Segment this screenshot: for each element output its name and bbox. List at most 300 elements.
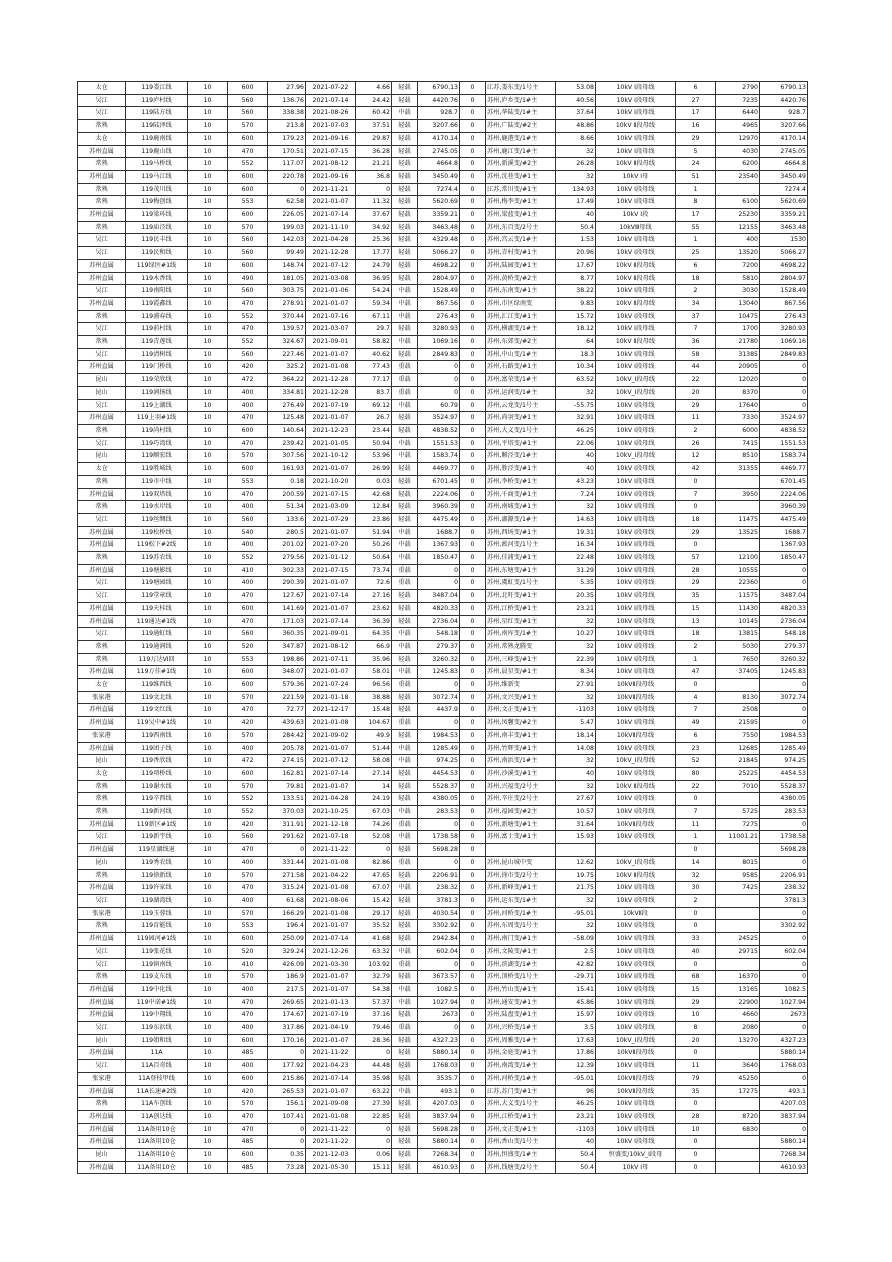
bus-section-cell: 10kV Ⅰ段母线 [596,463,676,476]
capacity-cell: 6830 [716,1123,760,1136]
voltage-cell: 10 [188,653,228,666]
capacity-cell: 12155 [716,221,760,234]
trans-spare-cell: 32 [556,145,596,158]
max-current-cell: 347.87 [268,640,306,653]
area-cell: 苏州直属 [78,1085,126,1098]
max-date-cell: 2021-04-22 [306,869,356,882]
area-cell: 常熟 [78,196,126,209]
voltage-cell: 10 [188,374,228,387]
open-capacity-cell: 0 [760,818,808,831]
area-cell: 昆山 [78,856,126,869]
flag-cell: 0 [460,412,486,425]
max-date-cell: 2021-07-22 [306,82,356,95]
area-cell: 苏州直属 [78,297,126,310]
bus-section-cell: 10kV Ⅰ段母线 [596,590,676,603]
area-cell: 吴江 [78,247,126,260]
table-row [78,1123,808,1136]
open-capacity-cell: 0 [760,386,808,399]
open-capacity-cell: 1551.53 [760,437,808,450]
spare-capacity-cell: 5880.14 [418,1047,460,1060]
bus-section-cell: 10kV Ⅰ段母线 [596,552,676,565]
rated-current-cell: 570 [228,869,268,882]
max-date-cell: 2021-10-12 [306,450,356,463]
line-name-cell: 119团子线 [126,742,188,755]
spare-capacity-cell: 3535.7 [418,1072,460,1085]
load-rate-cell: 54.38 [356,983,392,996]
max-date-cell: 2021-01-08 [306,1110,356,1123]
max-current-cell: 0 [268,1047,306,1060]
flag-cell: 0 [460,996,486,1009]
max-date-cell: 2021-07-16 [306,310,356,323]
substation-cell [486,844,556,857]
rated-current-cell: 600 [228,1149,268,1162]
rated-current-cell: 400 [228,399,268,412]
open-capacity-cell: 0 [760,856,808,869]
voltage-cell: 10 [188,780,228,793]
load-level-cell: 轻载 [392,844,418,857]
user-count-cell: 29 [676,399,716,412]
load-level-cell: 轻载 [392,704,418,717]
load-rate-cell: 27.39 [356,1098,392,1111]
capacity-cell [716,679,760,692]
user-count-cell: 0 [676,1161,716,1174]
table-row [78,920,808,933]
load-rate-cell: 14 [356,780,392,793]
substation-cell: 苏州,南库变/1#主 [486,628,556,641]
max-date-cell: 2021-07-19 [306,399,356,412]
user-count-cell: 28 [676,1110,716,1123]
max-current-cell: 217.5 [268,983,306,996]
load-rate-cell: 73.74 [356,564,392,577]
voltage-cell: 10 [188,132,228,145]
voltage-cell: 10 [188,196,228,209]
load-rate-cell: 57.37 [356,996,392,1009]
substation-cell: 苏州,通安变/#1主 [486,996,556,1009]
user-count-cell: 0 [676,844,716,857]
line-name-cell: 11A [126,1047,188,1060]
trans-spare-cell: 32.91 [556,412,596,425]
capacity-cell: 11430 [716,602,760,615]
area-cell: 吴江 [78,399,126,412]
rated-current-cell: 600 [228,463,268,476]
user-count-cell: 16 [676,120,716,133]
open-capacity-cell: 276.43 [760,310,808,323]
max-current-cell: 360.35 [268,628,306,641]
max-current-cell: 133.6 [268,513,306,526]
trans-spare-cell: 17.49 [556,196,596,209]
bus-section-cell: 10kV Ⅰ段母线 [596,640,676,653]
table-row [78,259,808,272]
voltage-cell: 10 [188,107,228,120]
table-row [78,1161,808,1174]
spare-capacity-cell: 4698.22 [418,259,460,272]
substation-cell: 苏州,黄桥变/#2主 [486,272,556,285]
flag-cell: 0 [460,615,486,628]
capacity-cell [716,475,760,488]
max-date-cell: 2021-01-08 [306,717,356,730]
load-level-cell: 中载 [392,666,418,679]
flag-cell: 0 [460,1123,486,1136]
substation-cell: 苏州,凤馨变/#2主 [486,717,556,730]
spare-capacity-cell: 0 [418,818,460,831]
max-current-cell: 315.24 [268,882,306,895]
trans-spare-cell: 40 [556,463,596,476]
bus-section-cell: 10kV Ⅰ段母线 [596,424,676,437]
table-row [78,247,808,260]
bus-section-cell: 10kV Ⅰ段母线 [596,996,676,1009]
line-name-cell: 119维西线 [126,679,188,692]
bus-section-cell: 10kV Ⅰ段母线 [596,742,676,755]
voltage-cell: 10 [188,577,228,590]
max-current-cell: 227.46 [268,348,306,361]
trans-spare-cell: 18.3 [556,348,596,361]
max-current-cell: 51.34 [268,501,306,514]
open-capacity-cell: 2673 [760,1009,808,1022]
max-date-cell: 2021-01-08 [306,882,356,895]
max-date-cell: 2021-07-14 [306,590,356,603]
area-cell: 常熟 [78,501,126,514]
spare-capacity-cell: 1551.53 [418,437,460,450]
rated-current-cell: 470 [228,488,268,501]
line-name-cell: 119顺宏线 [126,450,188,463]
line-name-cell: 119娄江线 [126,82,188,95]
load-level-cell: 轻载 [392,615,418,628]
load-rate-cell: 28.36 [356,1034,392,1047]
max-date-cell: 2021-04-28 [306,234,356,247]
max-current-cell: 579.36 [268,679,306,692]
voltage-cell: 10 [188,640,228,653]
capacity-cell: 7650 [716,653,760,666]
spare-capacity-cell: 1245.83 [418,666,460,679]
load-level-cell: 中载 [392,310,418,323]
spare-capacity-cell: 279.37 [418,640,460,653]
table-row [78,933,808,946]
max-date-cell: 2021-07-24 [306,679,356,692]
user-count-cell: 29 [676,526,716,539]
trans-spare-cell: 40 [556,450,596,463]
bus-section-cell: 10kV Ⅰ段母线 [596,971,676,984]
bus-section-cell: 10kV Ⅰ段母线 [596,1009,676,1022]
load-rate-cell: 29.7 [356,323,392,336]
rated-current-cell: 420 [228,818,268,831]
trans-spare-cell: 8.34 [556,666,596,679]
flag-cell: 0 [460,1047,486,1060]
line-name-cell: 119上湖线 [126,399,188,412]
table-row [78,945,808,958]
user-count-cell: 33 [676,933,716,946]
capacity-cell: 11475 [716,513,760,526]
voltage-cell: 10 [188,666,228,679]
table-row [78,1136,808,1149]
voltage-cell: 10 [188,933,228,946]
bus-section-cell: 10kV Ⅰ段母线 [596,183,676,196]
voltage-cell: 10 [188,424,228,437]
bus-section-cell: 10kVⅡ段母线 [596,691,676,704]
flag-cell: 0 [460,1136,486,1149]
open-capacity-cell: 4698.22 [760,259,808,272]
table-row [78,844,808,857]
voltage-cell: 10 [188,729,228,742]
load-level-cell: 重载 [392,958,418,971]
spare-capacity-cell: 4420.76 [418,94,460,107]
flag-cell: 0 [460,920,486,933]
substation-cell: 苏州,恒盛变/1#主 [486,1149,556,1162]
bus-section-cell: 10kV Ⅰ段母线 [596,412,676,425]
area-cell: 昆山 [78,450,126,463]
substation-cell: 苏州,星红变/#1主 [486,615,556,628]
voltage-cell: 10 [188,1136,228,1149]
load-rate-cell: 50.94 [356,437,392,450]
table-row [78,526,808,539]
rated-current-cell: 560 [228,234,268,247]
open-capacity-cell: 1850.47 [760,552,808,565]
rated-current-cell: 570 [228,780,268,793]
voltage-cell: 10 [188,386,228,399]
capacity-cell: 17275 [716,1085,760,1098]
open-capacity-cell: 0 [760,374,808,387]
flag-cell: 0 [460,945,486,958]
table-row [78,653,808,666]
open-capacity-cell: 7274.4 [760,183,808,196]
table-row [78,386,808,399]
user-count-cell: 40 [676,945,716,958]
area-cell: 吴江 [78,94,126,107]
capacity-cell: 1700 [716,323,760,336]
rated-current-cell: 400 [228,1060,268,1073]
bus-section-cell: 10kV Ⅰ段母线 [596,704,676,717]
substation-cell: 苏州,文正变/#1主 [486,704,556,717]
table-row [78,310,808,323]
max-current-cell: 0.18 [268,475,306,488]
user-count-cell: 0 [676,958,716,971]
open-capacity-cell: 0 [760,399,808,412]
bus-section-cell: 10kV Ⅰ段母线 [596,767,676,780]
area-cell: 苏州直属 [78,412,126,425]
user-count-cell: 80 [676,767,716,780]
open-capacity-cell: 1738.58 [760,831,808,844]
load-level-cell: 重载 [392,818,418,831]
max-date-cell: 2021-07-14 [306,933,356,946]
user-count-cell: 34 [676,297,716,310]
rated-current-cell: 470 [228,323,268,336]
trans-spare-cell: 3.5 [556,1022,596,1035]
area-cell: 苏州直属 [78,602,126,615]
spare-capacity-cell: 1984.53 [418,729,460,742]
flag-cell: 0 [460,717,486,730]
area-cell: 苏州直属 [78,259,126,272]
trans-spare-cell: 19.75 [556,869,596,882]
substation-cell: 苏州,新溪变/#2主 [486,158,556,171]
user-count-cell: 57 [676,552,716,565]
load-level-cell: 中载 [392,552,418,565]
max-current-cell: 271.58 [268,869,306,882]
load-level-cell: 轻载 [392,793,418,806]
open-capacity-cell: 5880.14 [760,1047,808,1060]
area-cell: 吴江 [78,285,126,298]
line-name-cell: 119项桥线 [126,767,188,780]
max-current-cell: 276.49 [268,399,306,412]
substation-cell: 苏州,维新变 [486,679,556,692]
spare-capacity-cell: 276.43 [418,310,460,323]
max-current-cell: 324.67 [268,336,306,349]
bus-section-cell: 10kV Ⅱ段母线 [596,120,676,133]
area-cell: 常熟 [78,424,126,437]
max-current-cell: 162.81 [268,767,306,780]
trans-spare-cell: 31.29 [556,564,596,577]
capacity-cell: 16370 [716,971,760,984]
trans-spare-cell: 17.86 [556,1047,596,1060]
bus-section-cell: 10kV Ⅰ段母线 [596,793,676,806]
load-level-cell: 重载 [392,361,418,374]
line-name-cell: 119文红线 [126,704,188,717]
voltage-cell: 10 [188,1110,228,1123]
substation-cell: 苏州,徐市变/2号主 [486,869,556,882]
load-rate-cell: 11.32 [356,196,392,209]
spare-capacity-cell: 5698.28 [418,844,460,857]
open-capacity-cell: 0 [760,1123,808,1136]
rated-current-cell: 485 [228,1136,268,1149]
flag-cell: 0 [460,907,486,920]
table-row [78,856,808,869]
user-count-cell: 23 [676,742,716,755]
user-count-cell: 15 [676,602,716,615]
open-capacity-cell: 3837.94 [760,1110,808,1123]
load-rate-cell: 35.52 [356,920,392,933]
trans-spare-cell: 63.52 [556,374,596,387]
trans-spare-cell: 7.24 [556,488,596,501]
trans-spare-cell: 64 [556,336,596,349]
max-date-cell: 2021-04-23 [306,1060,356,1073]
user-count-cell: 20 [676,1034,716,1047]
max-current-cell: 280.5 [268,526,306,539]
substation-cell: 苏州,江桥变/#1主 [486,602,556,615]
voltage-cell: 10 [188,1047,228,1060]
capacity-cell: 4660 [716,1009,760,1022]
spare-capacity-cell: 7274.4 [418,183,460,196]
max-date-cell: 2021-01-07 [306,412,356,425]
max-date-cell: 2021-07-14 [306,1072,356,1085]
trans-spare-cell: -29.71 [556,971,596,984]
rated-current-cell: 400 [228,501,268,514]
open-capacity-cell: 6790.13 [760,82,808,95]
trans-spare-cell: 8.77 [556,272,596,285]
max-date-cell: 2021-01-13 [306,996,356,1009]
max-current-cell: 0 [268,844,306,857]
area-cell: 苏州直属 [78,844,126,857]
substation-cell: 苏州,南城变/#1主 [486,501,556,514]
spare-capacity-cell: 4610.93 [418,1161,460,1174]
voltage-cell: 10 [188,755,228,768]
table-row [78,323,808,336]
capacity-cell [716,920,760,933]
table-row [78,1149,808,1162]
max-current-cell: 139.57 [268,323,306,336]
area-cell: 吴江 [78,831,126,844]
substation-cell: 苏州,竹山变/#1主 [486,983,556,996]
line-name-cell: 11A百奇线 [126,1060,188,1073]
table-row [78,983,808,996]
max-current-cell: 170.51 [268,145,306,158]
open-capacity-cell: 0 [760,1022,808,1035]
flag-cell: 0 [460,844,486,857]
bus-section-cell: 10kV Ⅰ段母线 [596,882,676,895]
load-level-cell: 重载 [392,717,418,730]
voltage-cell: 10 [188,1034,228,1047]
area-cell: 苏州直属 [78,1123,126,1136]
line-name-cell: 119民丰线 [126,234,188,247]
rated-current-cell: 470 [228,297,268,310]
voltage-cell: 10 [188,221,228,234]
area-cell: 常熟 [78,793,126,806]
flag-cell: 0 [460,450,486,463]
open-capacity-cell: 2736.04 [760,615,808,628]
substation-cell: 苏州,虞虹变/1号主 [486,577,556,590]
trans-spare-cell: 32 [556,170,596,183]
area-cell: 太仓 [78,767,126,780]
capacity-cell: 17640 [716,399,760,412]
max-date-cell: 2021-07-14 [306,209,356,222]
area-cell: 苏州直属 [78,882,126,895]
line-name-cell: 11A登枝甲线 [126,1072,188,1085]
bus-section-cell: 10kV Ⅰ段母线 [596,564,676,577]
substation-cell: 苏州,市区绿南变 [486,297,556,310]
capacity-cell: 22360 [716,577,760,590]
load-rate-cell: 34.92 [356,221,392,234]
line-name-cell: 119星湖线退 [126,844,188,857]
load-rate-cell: 60.42 [356,107,392,120]
max-current-cell: 329.24 [268,945,306,958]
bus-section-cell: 10kV Ⅰ段母线 [596,526,676,539]
capacity-cell: 10145 [716,615,760,628]
max-date-cell: 2021-12-26 [306,945,356,958]
bus-section-cell: 10kV_Ⅰ段母线 [596,386,676,399]
voltage-cell: 10 [188,920,228,933]
line-name-cell: 119镇南线 [126,958,188,971]
flag-cell: 0 [460,82,486,95]
area-cell: 张家港 [78,1072,126,1085]
load-rate-cell: 41.68 [356,933,392,946]
bus-section-cell: 10kV_Ⅰ段母线 [596,755,676,768]
table-row [78,742,808,755]
open-capacity-cell: 1768.03 [760,1060,808,1073]
open-capacity-cell: 0 [760,679,808,692]
load-rate-cell: 26.7 [356,412,392,425]
substation-cell: 苏州,佳浦变/#1主 [486,552,556,565]
max-date-cell: 2021-01-07 [306,1085,356,1098]
area-cell: 张家港 [78,729,126,742]
table-row [78,513,808,526]
area-cell: 吴江 [78,1022,126,1035]
capacity-cell: 29715 [716,945,760,958]
max-current-cell: 325.2 [268,361,306,374]
rated-current-cell: 400 [228,742,268,755]
voltage-cell: 10 [188,1060,228,1073]
capacity-cell: 6000 [716,424,760,437]
load-rate-cell: 54.24 [356,285,392,298]
capacity-cell: 11575 [716,590,760,603]
flag-cell: 0 [460,602,486,615]
max-current-cell: 141.69 [268,602,306,615]
substation-cell: 苏州,东塘变/#1主 [486,564,556,577]
user-count-cell: 6 [676,82,716,95]
load-rate-cell: 0 [356,844,392,857]
user-count-cell: 49 [676,717,716,730]
capacity-cell [716,895,760,908]
max-date-cell: 2021-01-07 [306,983,356,996]
table-row [78,272,808,285]
load-level-cell: 轻载 [392,501,418,514]
spare-capacity-cell: 4207.03 [418,1098,460,1111]
